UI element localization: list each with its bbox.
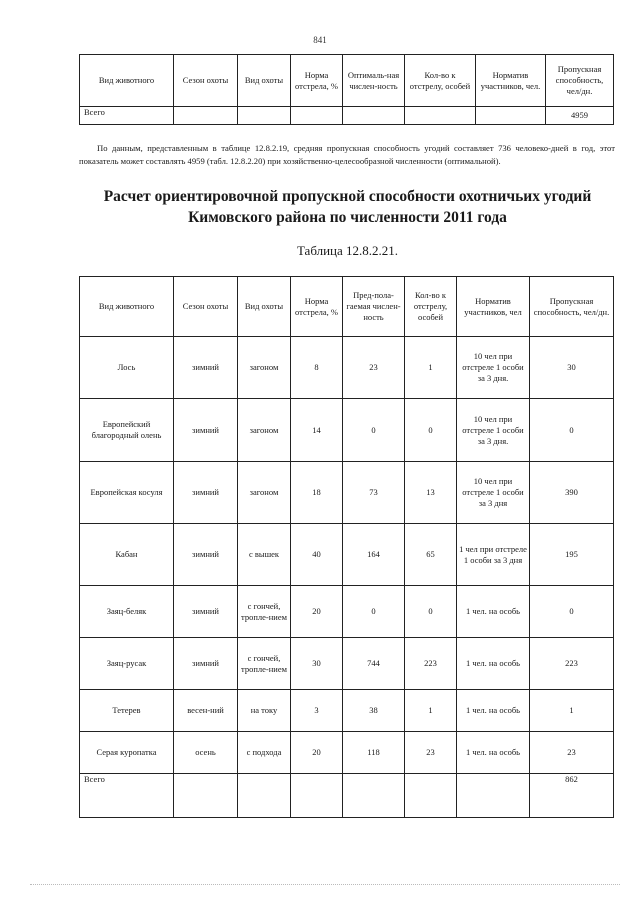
table-cell: 3 [291,690,343,732]
header-cell: Сезон охоты [174,277,238,337]
animal-cell: Европейская косуля [80,462,174,524]
section-heading [60,186,635,228]
table-cell: с гончей, тропле-нием [238,586,291,638]
scan-artifact [30,884,620,885]
table-continuation [79,54,614,125]
heading-line: Расчет ориентировочной пропускной способности охотничьих угодий [103,188,592,205]
table-cell: 1 чел. на особь [457,690,530,732]
table-cell: 1 [530,690,614,732]
header-cell: Вид охоты [238,277,291,337]
table-cell: зимний [174,337,238,399]
total-value: 4959 [546,107,614,125]
table-cell: с вышек [238,524,291,586]
table-cell: 38 [343,690,405,732]
table-cell: 0 [343,399,405,462]
page-number: 841 [313,35,327,45]
header-cell: Сезон охоты [174,55,238,107]
heading-line: Кимовского района по численности 2011 года [188,209,507,226]
header-cell: Пропускная способность, чел/дн. [530,277,614,337]
header-cell: Вид животного [80,277,174,337]
table-cell: зимний [174,462,238,524]
header-cell: Пред-пола-гаемая числен-ность [343,277,405,337]
table-cell: 18 [291,462,343,524]
table-cell: 23 [530,732,614,774]
table-header-row [80,277,614,337]
animal-cell: Заяц-беляк [80,586,174,638]
table-cell: 10 чел при отстреле 1 особи за 3 дня. [457,399,530,462]
table-cell: 0 [343,586,405,638]
table-row [80,638,614,690]
table-cell: 20 [291,732,343,774]
note-paragraph: По данным, представленным в таблице 12.8.2.19, средняя пропускная способность угодий составляет 736 человеко-дней в год, этот показатель может составлять 4959 (табл. 12.8.2.20) при хозяйственно-целесообразной численности (оптимальной). [79,143,615,166]
table-cell: 1 [405,337,457,399]
header-cell: Вид охоты [238,55,291,107]
table-cell: с подхода [238,732,291,774]
table-cell: загоном [238,337,291,399]
table-cell: 1 чел. на особь [457,638,530,690]
table-cell: 1 чел. на особь [457,586,530,638]
table-row [80,586,614,638]
header-cell: Пропускная способность, чел/дн. [546,55,614,107]
table-total-row [80,774,614,818]
table-cell: 118 [343,732,405,774]
table-row [80,524,614,586]
table-cell: 195 [530,524,614,586]
header-cell: Норма отстрела, % [291,277,343,337]
table-row [80,399,614,462]
table-cell: с гончей, тропле-нием [238,638,291,690]
animal-cell: Европейский благородный олень [80,399,174,462]
table-cell: загоном [238,399,291,462]
table-cell: зимний [174,399,238,462]
table-cell: 30 [530,337,614,399]
table-cell: 30 [291,638,343,690]
table-cell: 40 [291,524,343,586]
header-cell: Кол-во к отстрелу, особей [405,55,476,107]
table-caption: Таблица 12.8.2.21. [296,243,399,258]
table-row [80,462,614,524]
table-cell: 10 чел при отстреле 1 особи за 3 дня. [457,337,530,399]
table-cell: 0 [530,399,614,462]
table-cell: 1 чел при отстреле 1 особи за 3 дня [457,524,530,586]
capacity-table [79,276,614,818]
table-cell: 23 [343,337,405,399]
animal-cell: Тетерев [80,690,174,732]
table-row [80,337,614,399]
table-header-row [80,55,614,107]
table-cell: 13 [405,462,457,524]
table-cell: 14 [291,399,343,462]
table-cell: 1 [405,690,457,732]
table-cell: 8 [291,337,343,399]
header-cell: Норматив участников, чел [457,277,530,337]
table-cell: 10 чел при отстреле 1 особи за 3 дня [457,462,530,524]
table-cell: 223 [405,638,457,690]
table-cell: осень [174,732,238,774]
table-cell: 744 [343,638,405,690]
animal-cell: Заяц-русак [80,638,174,690]
table-cell: 164 [343,524,405,586]
animal-cell: Лось [80,337,174,399]
table-row [80,690,614,732]
table-cell: 0 [405,586,457,638]
table-row [80,732,614,774]
header-cell: Вид животного [80,55,174,107]
total-label: Всего [80,774,174,818]
header-cell: Норматив участников, чел. [476,55,546,107]
table-cell: загоном [238,462,291,524]
table-cell: 0 [530,586,614,638]
table-cell: зимний [174,586,238,638]
table-total-row [80,107,614,125]
table-cell: 0 [405,399,457,462]
table-cell: 65 [405,524,457,586]
total-value: 862 [530,774,614,818]
animal-cell: Серая куропатка [80,732,174,774]
header-cell: Оптималь-ная числен-ность [343,55,405,107]
table-cell: на току [238,690,291,732]
table-cell: зимний [174,638,238,690]
table-cell: 73 [343,462,405,524]
table-cell: 390 [530,462,614,524]
table-cell: весен-ний [174,690,238,732]
table-cell: 223 [530,638,614,690]
total-label: Всего [80,107,174,125]
table-cell: 1 чел. на особь [457,732,530,774]
header-cell: Кол-во к отстрелу, особей [405,277,457,337]
animal-cell: Кабан [80,524,174,586]
table-cell: 23 [405,732,457,774]
table-cell: зимний [174,524,238,586]
table-cell: 20 [291,586,343,638]
header-cell: Норма отстрела, % [291,55,343,107]
